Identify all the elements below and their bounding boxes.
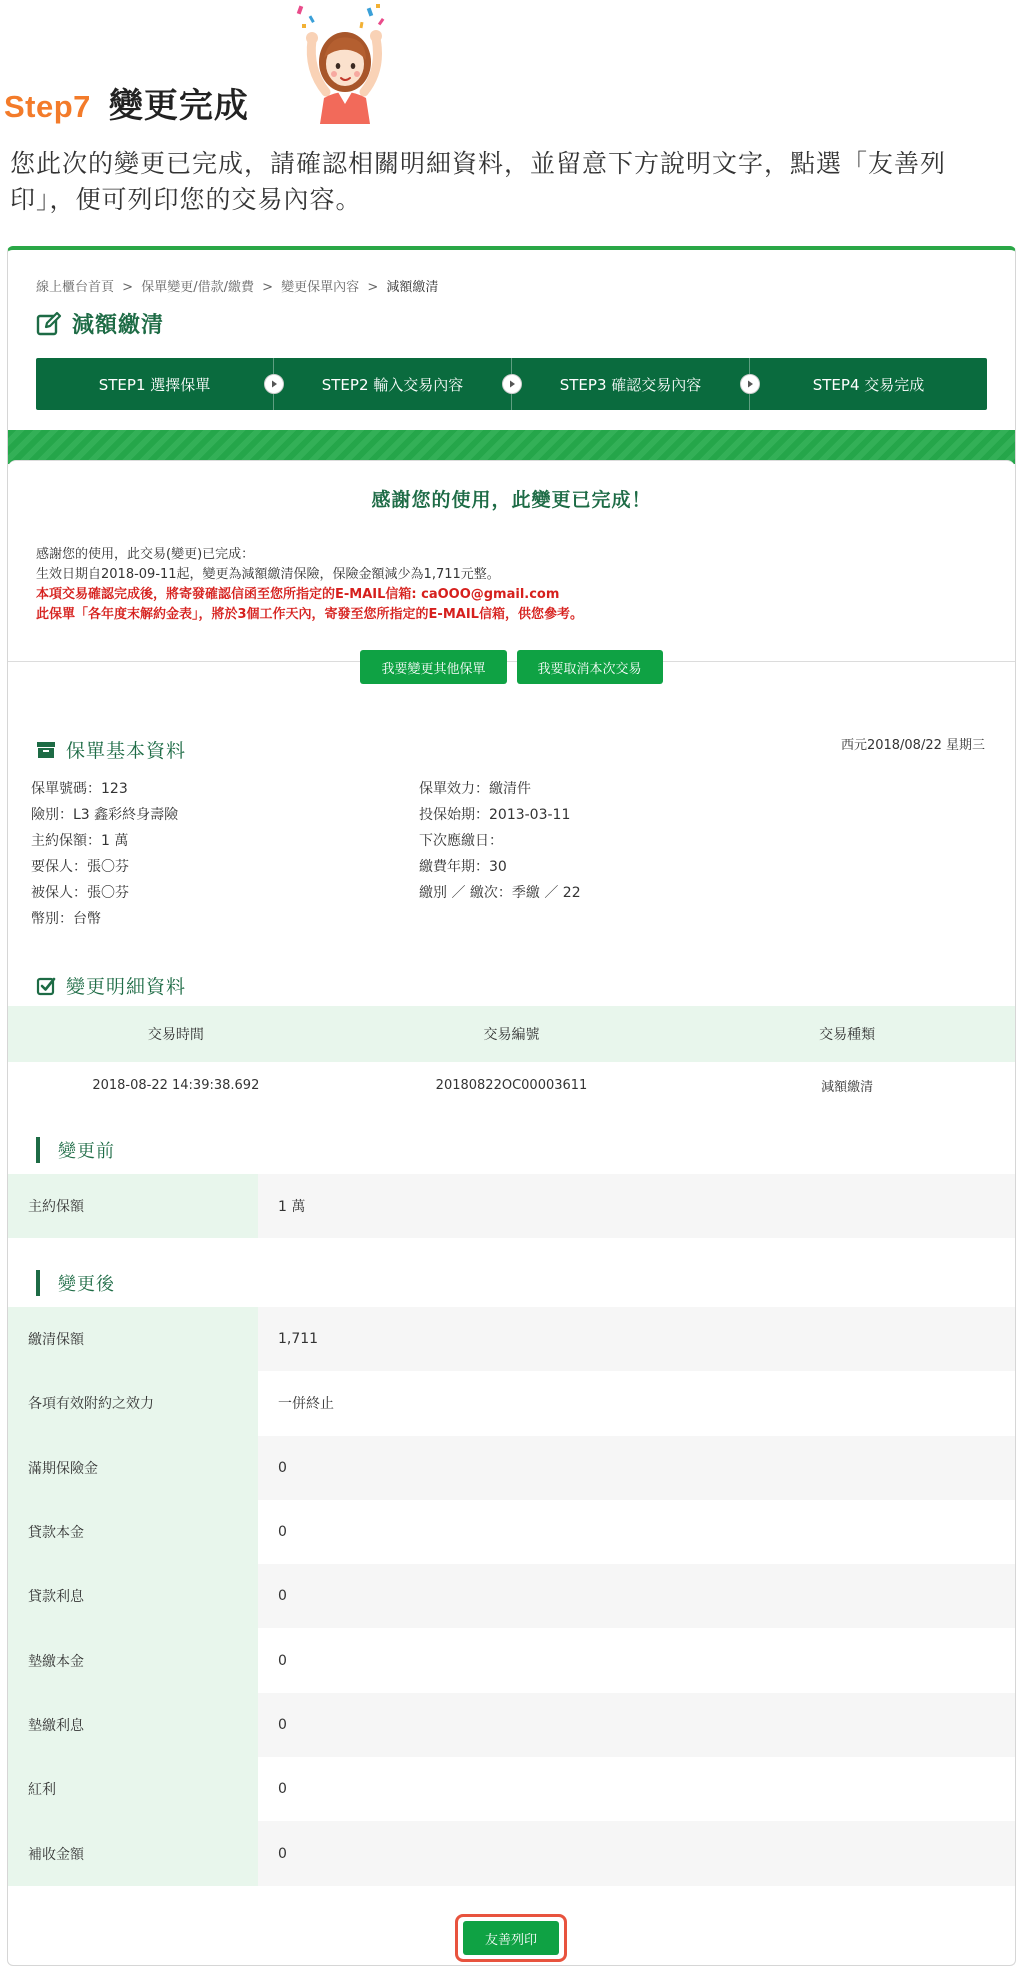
header-transaction-id: 交易編號 — [483, 1027, 540, 1043]
transaction-time: 2018-08-22 14:39:38.692 — [92, 1077, 260, 1093]
transaction-type: 減額繳清 — [821, 1079, 874, 1095]
change-detail-title: 變更明細資料 — [66, 976, 187, 998]
table-row — [8, 1307, 1015, 1371]
step-4-label: STEP4 交易完成 — [812, 375, 925, 394]
transaction-table — [8, 1006, 1015, 1108]
intro-description: 您此次的變更已完成，請確認相關明細資料，並留意下方說明文字，點選「友善列印」，便可列印您的交易內容。 — [10, 149, 947, 214]
email-notice: 本項交易確認完成後，將寄發確認信函至您所指定的E-MAIL信箱: caOOO@gmail.com — [36, 587, 560, 602]
archive-box-icon — [36, 740, 56, 760]
completion-message-box — [8, 460, 1015, 662]
breadcrumb-home[interactable]: 線上櫃台首頁 — [36, 280, 115, 295]
step-heading — [4, 78, 249, 127]
table-row — [8, 1062, 1015, 1108]
row-key: 主約保額 — [8, 1174, 258, 1238]
decorative-stripe — [8, 430, 1016, 464]
policy-type: 險別：L3 鑫彩終身壽險 — [31, 807, 179, 823]
change-other-policy-button[interactable]: 我要變更其他保單 — [360, 650, 506, 684]
main-coverage: 主約保額：1 萬 — [31, 833, 129, 849]
completion-line: 感謝您的使用，此交易(變更)已完成： — [36, 547, 255, 562]
row-value: 0 — [258, 1821, 1015, 1885]
before-change-heading — [36, 1137, 115, 1163]
row-value: 0 — [258, 1500, 1015, 1564]
row-value: 0 — [258, 1693, 1015, 1757]
step-number: Step7 — [4, 89, 91, 124]
change-detail-heading — [36, 972, 186, 999]
before-change-title: 變更前 — [58, 1141, 115, 1162]
policy-number: 保單號碼：123 — [31, 781, 128, 797]
completion-actions — [8, 650, 1015, 684]
policy-info-left — [31, 776, 178, 932]
next-due-date: 下次應繳日： — [419, 833, 503, 849]
row-key: 貸款本金 — [8, 1500, 258, 1564]
row-key: 滿期保險金 — [8, 1436, 258, 1500]
completion-details — [36, 545, 583, 625]
breadcrumb-current: 減額繳清 — [386, 280, 439, 295]
breadcrumb-separator: > — [262, 280, 274, 295]
row-key: 貸款利息 — [8, 1564, 258, 1628]
progress-stepper — [36, 358, 987, 410]
edit-icon — [36, 311, 62, 337]
row-key: 墊繳本金 — [8, 1628, 258, 1692]
table-row — [8, 1371, 1015, 1435]
row-value: 0 — [258, 1628, 1015, 1692]
row-value: 0 — [258, 1436, 1015, 1500]
step-title: 變更完成 — [108, 86, 249, 126]
step-2-label: STEP2 輸入交易內容 — [321, 375, 464, 394]
play-arrow-icon — [502, 374, 522, 394]
intro-header — [0, 0, 1017, 240]
row-key: 墊繳利息 — [8, 1693, 258, 1757]
table-row — [8, 1436, 1015, 1500]
transaction-complete-panel — [7, 246, 1016, 1966]
breadcrumb-separator: > — [367, 280, 379, 295]
step-4 — [749, 358, 987, 410]
policy-info-title: 保單基本資料 — [66, 740, 187, 762]
page-title — [36, 308, 164, 339]
section-bar — [36, 1137, 40, 1163]
step-1-label: STEP1 選擇保單 — [98, 375, 211, 394]
row-key: 各項有效附約之效力 — [8, 1371, 258, 1435]
transaction-id: 20180822OC00003611 — [435, 1077, 588, 1093]
policy-status: 保單效力：繳清件 — [419, 781, 531, 797]
page-title-text: 減額繳清 — [72, 313, 165, 338]
payment-mode: 繳別 ／ 繳次：季繳 ／ 22 — [419, 885, 581, 901]
step-2 — [273, 358, 511, 410]
table-row — [8, 1757, 1015, 1821]
table-row — [8, 1821, 1015, 1885]
table-row — [8, 1628, 1015, 1692]
row-value: 1,711 — [258, 1307, 1015, 1371]
breadcrumb-separator: > — [122, 280, 134, 295]
breadcrumb — [36, 276, 442, 295]
step-3-label: STEP3 確認交易內容 — [559, 375, 702, 394]
checkbox-checked-icon — [36, 976, 56, 996]
surrender-table-notice: 此保單「各年度末解約金表」，將於3個工作天內，寄發至您所指定的E-MAIL信箱，供您參考。 — [36, 607, 583, 622]
completion-line: 生效日期自2018-09-11起，變更為減額繳清保險，保險金額減少為1,711元整。 — [36, 567, 500, 582]
breadcrumb-policy-change[interactable]: 保單變更/借款/繳費 — [141, 280, 254, 295]
current-date: 西元2018/08/22 星期三 — [840, 738, 985, 753]
row-value: 0 — [258, 1564, 1015, 1628]
insured: 被保人：張〇芬 — [31, 885, 129, 901]
after-change-heading — [36, 1270, 115, 1296]
table-row — [8, 1564, 1015, 1628]
table-header — [8, 1006, 1015, 1062]
header-transaction-type: 交易種類 — [819, 1027, 876, 1043]
play-arrow-icon — [740, 374, 760, 394]
cancel-transaction-button[interactable]: 我要取消本次交易 — [517, 650, 663, 684]
payment-term: 繳費年期：30 — [419, 859, 507, 875]
policy-info-right — [419, 776, 581, 906]
row-key: 繳清保額 — [8, 1307, 258, 1371]
after-change-title: 變更後 — [58, 1274, 115, 1295]
step-1 — [36, 358, 273, 410]
currency: 幣別：台幣 — [31, 911, 101, 927]
step-3 — [511, 358, 749, 410]
policy-start-date: 投保始期：2013-03-11 — [419, 807, 571, 823]
table-row — [8, 1174, 1015, 1238]
header-transaction-time: 交易時間 — [147, 1027, 204, 1043]
row-key: 紅利 — [8, 1757, 258, 1821]
row-value: 一併終止 — [258, 1371, 1015, 1435]
policy-info-heading — [36, 736, 186, 763]
celebrating-girl-illustration — [290, 0, 400, 124]
after-change-table — [8, 1307, 1015, 1886]
table-row — [8, 1693, 1015, 1757]
completion-title: 感謝您的使用，此變更已完成！ — [371, 489, 652, 511]
play-arrow-icon — [264, 374, 284, 394]
breadcrumb-change-content[interactable]: 變更保單內容 — [281, 280, 360, 295]
row-value: 0 — [258, 1757, 1015, 1821]
table-row — [8, 1500, 1015, 1564]
before-change-table — [8, 1174, 1015, 1238]
print-button-highlight — [455, 1914, 567, 1962]
applicant: 要保人：張〇芬 — [31, 859, 129, 875]
row-key: 補收金額 — [8, 1821, 258, 1885]
row-value: 1 萬 — [258, 1174, 1015, 1238]
print-button[interactable]: 友善列印 — [463, 1921, 559, 1955]
section-bar — [36, 1270, 40, 1296]
